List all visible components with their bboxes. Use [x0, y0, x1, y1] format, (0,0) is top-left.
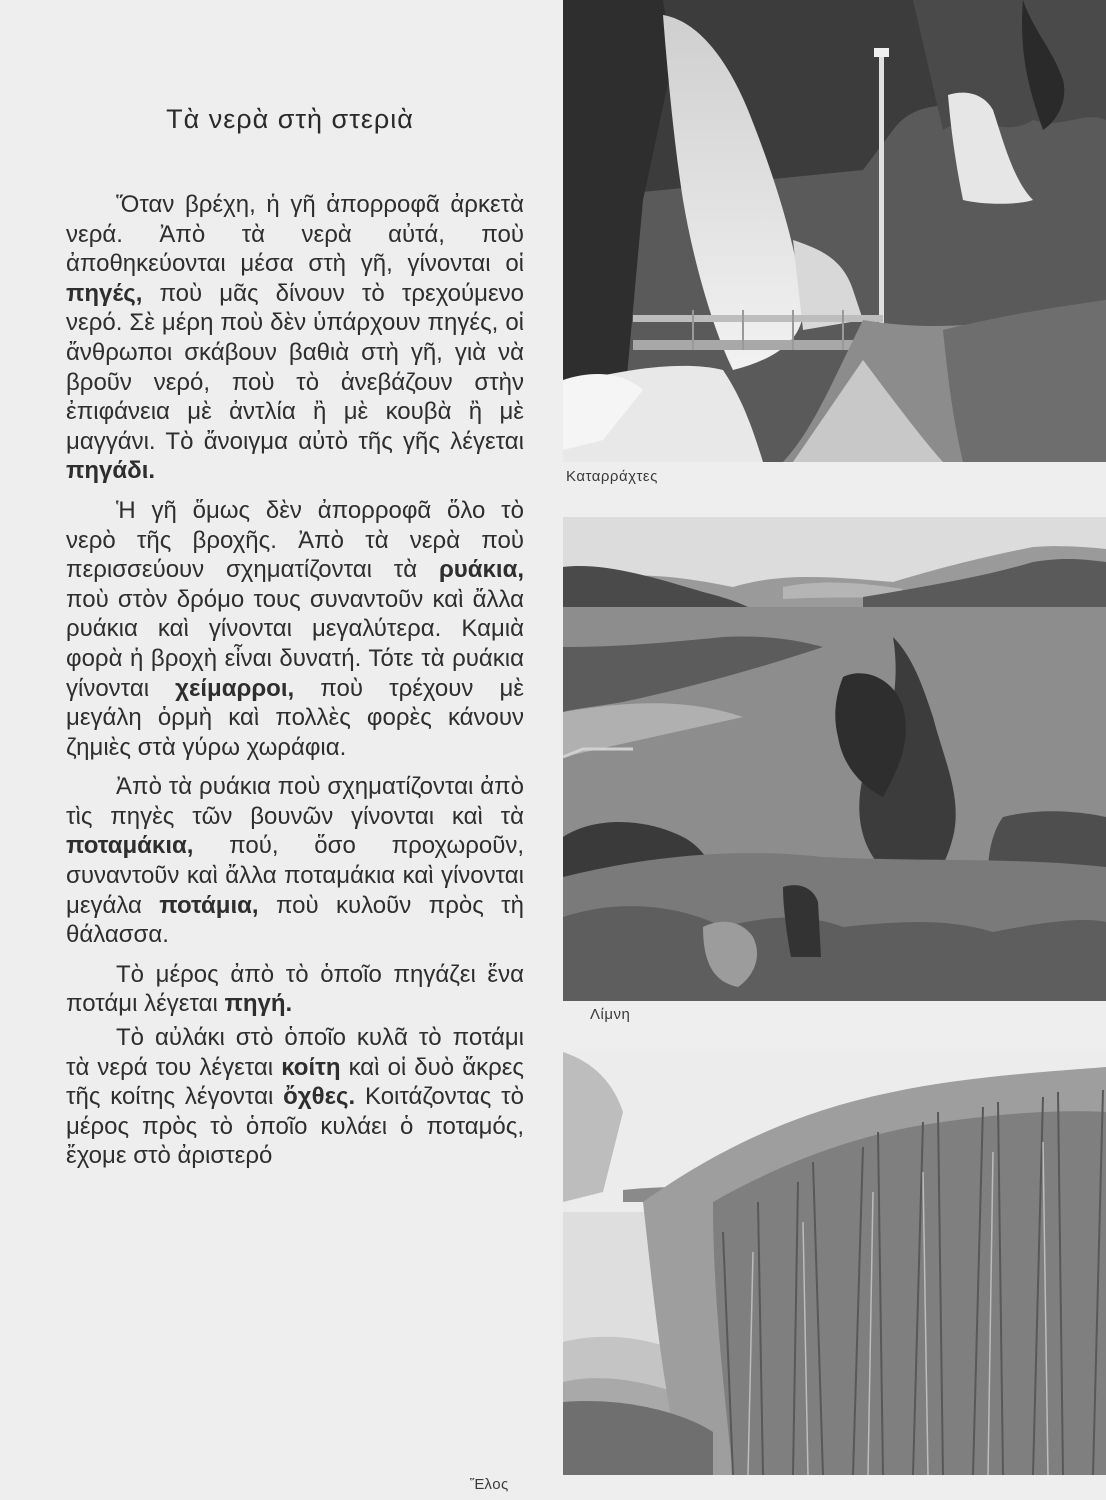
- page-title: Τὰ νερὰ στὴ στεριὰ: [166, 104, 414, 134]
- text-run: Τὸ μέρος ἀπὸ τὸ ὁποῖο πηγάζει ἕνα ποτάμι λέγεται: [66, 960, 524, 1018]
- text-run: καὶ οἱ δυὸ ἄκρες τῆς κοίτης λέγονται: [66, 1053, 524, 1111]
- text-run: Ὅταν βρέχη, ἡ γῆ ἀπορροφᾶ ἀρκετὰ νερά. Ἀπὸ τὰ νερὰ αὐτά, ποὺ ἀποθηκεύονται μέσα στὴ γῆ, γίνονται οἱ: [66, 191, 524, 278]
- text-run: ποὺ τρέχουν μὲ μεγάλη ὁρμὴ καὶ πολλὲς φορὲς κάνουν ζημιὲς στὰ γύρω χωράφια.: [66, 674, 524, 761]
- keyword-term: πηγές,: [66, 279, 143, 307]
- text-run: Κοιτάζοντας τὸ μέρος πρὸς τὸ ὁποῖο κυλάει ὁ ποταμός, ἔχομε στὸ ἀριστερό: [66, 1083, 524, 1170]
- keyword-term: κοίτη: [281, 1053, 341, 1081]
- text-run: Τὸ αὐλάκι στὸ ὁποῖο κυλᾶ τὸ ποτάμι τὰ νερά του λέγεται: [66, 1024, 524, 1081]
- keyword-term: ποταμάκια,: [66, 832, 194, 860]
- keyword-term: πηγή.: [224, 990, 293, 1018]
- text-run: Ἡ γῆ ὅμως δὲν ἀπορροφᾶ ὅλο τὸ νερὸ τῆς βροχῆς. Ἀπὸ τὰ νερὰ ποὺ περισσεύουν σχηματίζονται τὰ: [66, 496, 524, 584]
- keyword-term: ποτάμια,: [159, 891, 259, 919]
- text-run: ποὺ κυλοῦν πρὸς τὴ θάλασσα.: [66, 891, 524, 949]
- keyword-term: ρυάκια,: [438, 556, 524, 584]
- paragraph: [66, 960, 524, 1019]
- article-body: [66, 190, 524, 1181]
- keyword-term: ὄχθες.: [283, 1083, 356, 1111]
- paragraph: [66, 772, 524, 950]
- waterfall-caption: Καταρράχτες: [566, 468, 658, 485]
- marsh-caption: Ἕλος: [470, 1476, 509, 1493]
- waterfall-photo: [563, 0, 1106, 462]
- lake-photo: [563, 517, 1106, 1001]
- lake-caption: Λίμνη: [590, 1006, 631, 1023]
- keyword-term: χείμαρροι,: [175, 674, 295, 702]
- text-run: ποὺ μᾶς δίνουν τὸ τρεχούμενο νερό. Σὲ μέρη ποὺ δὲν ὑπάρχουν πηγές, οἱ ἄνθρωποι σκάβουν βαθιὰ στὴ γῆ, γιὰ νὰ βροῦν νερό, ποὺ τὸ ἀνεβάζουν στὴν ἐπιφάνεια μὲ ἀντλία ἢ μὲ κουβὰ ἢ μὲ μαγγάνι. Τὸ ἄνοιγμα αὐτὸ τῆς γῆς λέγεται: [66, 279, 524, 455]
- marsh-photo: [563, 1052, 1106, 1475]
- text-run: ποὺ στὸν δρόμο τους συναντοῦν καὶ ἄλλα ρυάκια καὶ γίνονται μεγαλύτερα. Καμιὰ φορὰ ἡ βροχὴ εἶναι δυνατή. Τότε τὰ ρυάκια γίνονται: [66, 585, 524, 702]
- keyword-term: πηγάδι.: [66, 457, 156, 485]
- text-run: Ἀπὸ τὰ ρυάκια ποὺ σχηματίζονται ἀπὸ τὶς πηγὲς τῶν βουνῶν γίνονται καὶ τὰ: [66, 773, 524, 830]
- paragraph: [66, 190, 524, 486]
- text-run: πού, ὅσο προχωροῦν, συναντοῦν καὶ ἄλλα ποταμάκια καὶ γίνονται μεγάλα: [66, 832, 524, 919]
- paragraph: [66, 1023, 524, 1171]
- paragraph: [66, 496, 524, 762]
